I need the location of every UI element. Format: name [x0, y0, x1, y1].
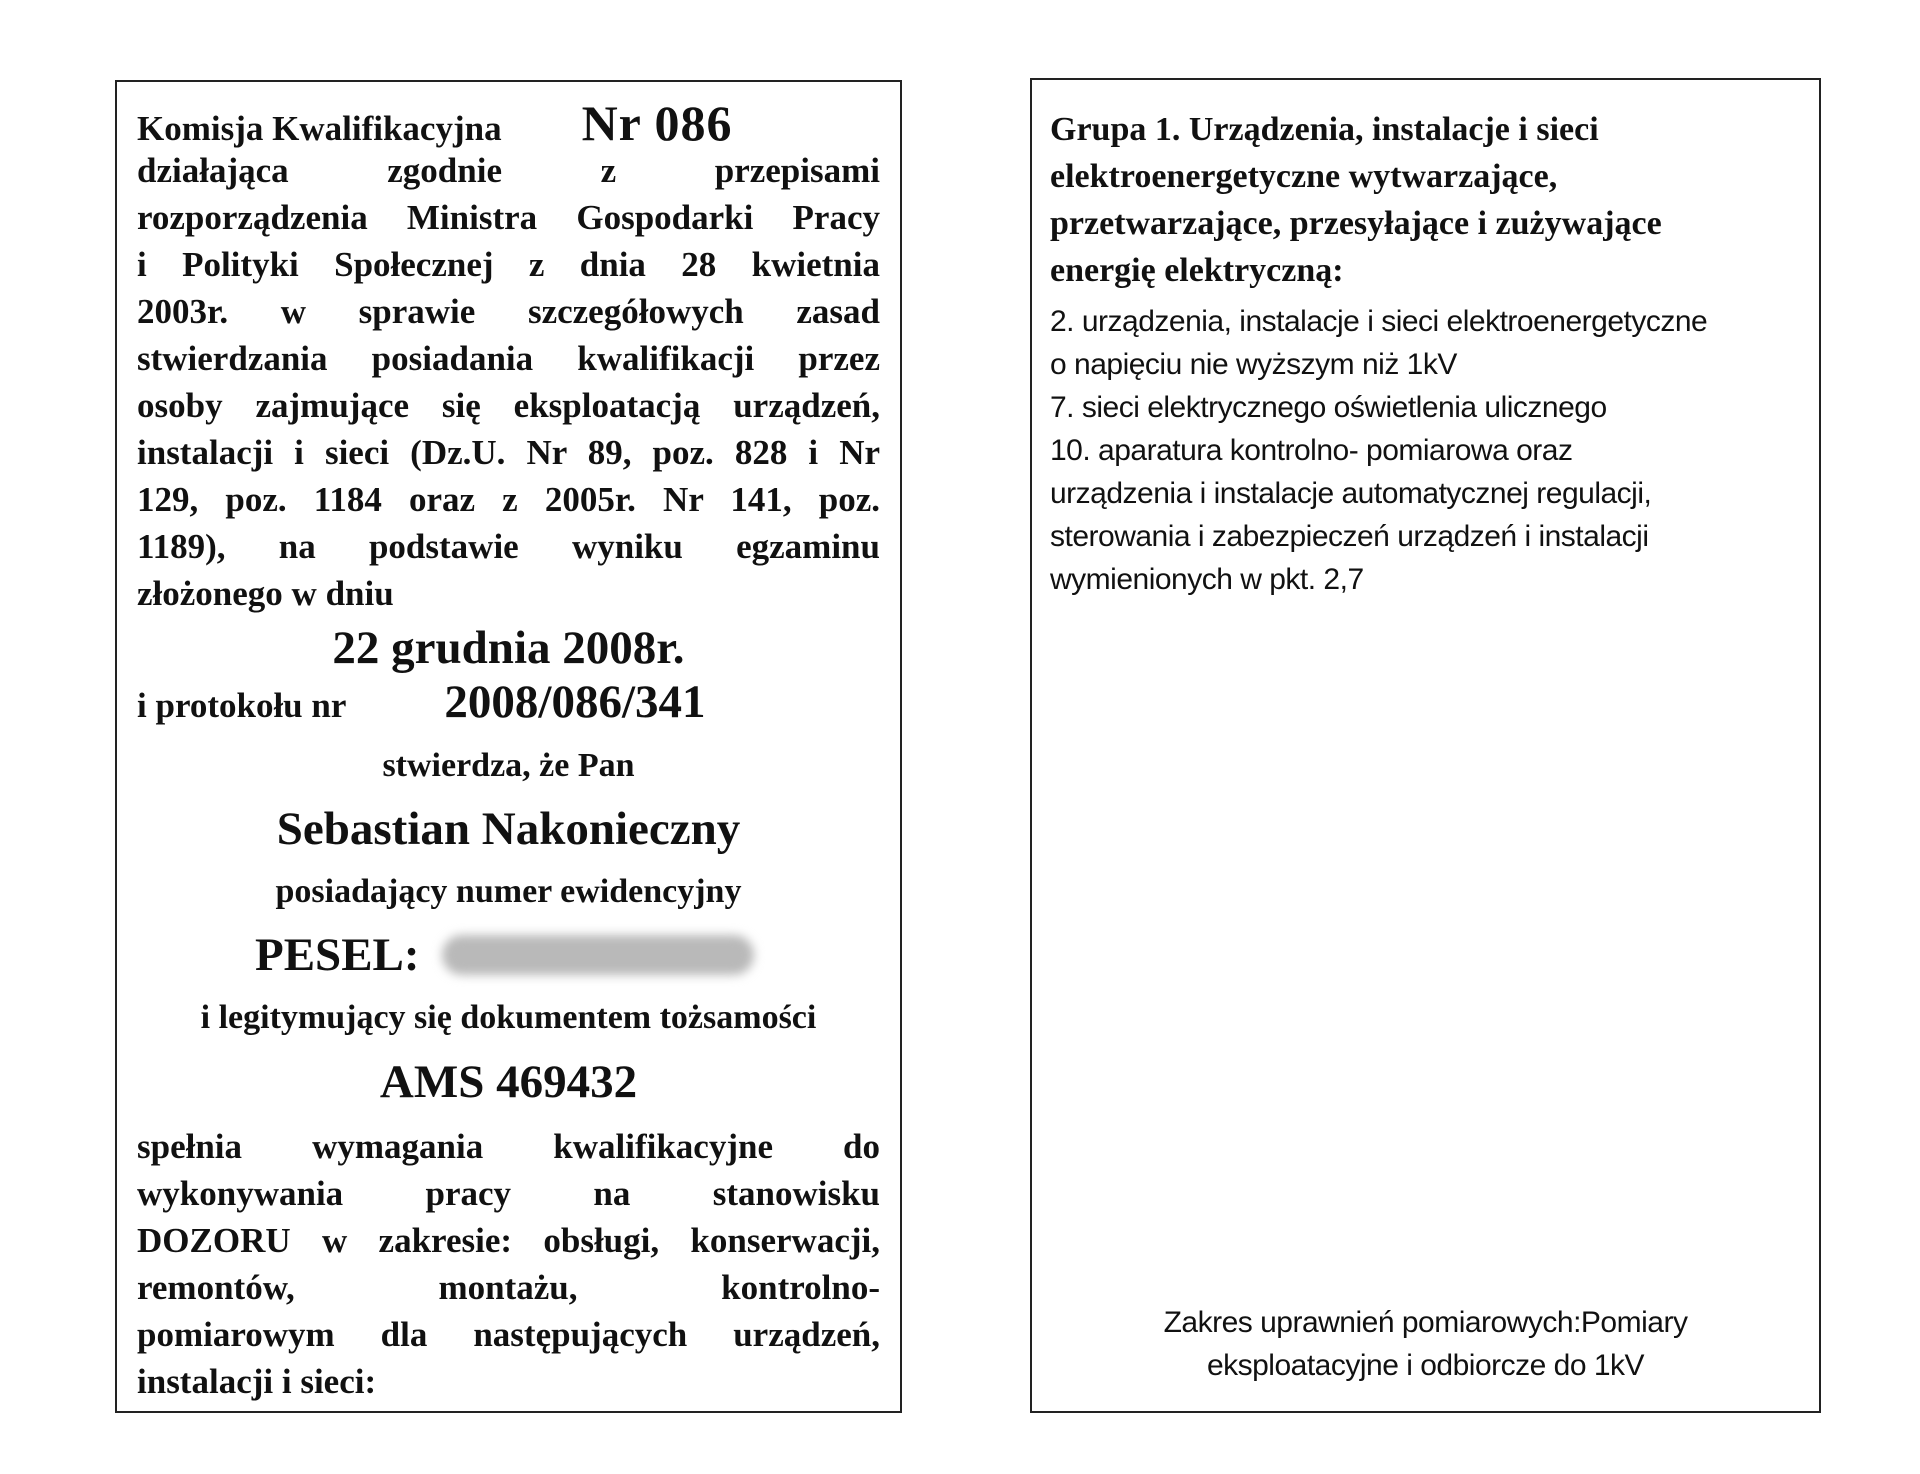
commission-header [137, 95, 880, 151]
exam-date: 22 grudnia 2008r. [332, 622, 685, 674]
qualification-item-line: wymienionych w pkt. 2,7 [1050, 563, 1364, 596]
redacted-pesel-blur [442, 935, 754, 975]
legal-basis-line: złożonego w dniu [137, 574, 394, 613]
footer-line: Zakres uprawnień pomiarowych:Pomiary [1163, 1306, 1688, 1339]
group-title [1050, 106, 1801, 294]
legal-basis-line: i Polityki Społecznej z dnia 28 kwietnia [137, 245, 880, 284]
requirements-line: wykonywania pracy na stanowisku [137, 1174, 880, 1213]
protocol-row [137, 676, 880, 737]
legal-basis-line: działająca zgodnie z przepisami [137, 151, 880, 190]
group-title-line: Grupa 1. Urządzenia, instalacje i sieci [1050, 111, 1599, 148]
id-number-label: posiadający numer ewidencyjny [275, 873, 742, 910]
legal-basis-line: instalacji i sieci (Dz.U. Nr 89, poz. 828 i Nr [137, 433, 880, 472]
certificate-left-page [115, 80, 902, 1413]
person-name: Sebastian Nakonieczny [276, 803, 741, 855]
identity-doc-number: AMS 469432 [379, 1056, 638, 1108]
qualification-item-line: 2. urządzenia, instalacje i sieci elektroenergetyczne [1050, 305, 1708, 338]
pesel-row [137, 921, 880, 989]
legal-basis-line: stwierdzania posiadania kwalifikacji przez [137, 339, 880, 378]
legal-basis-line: rozporządzenia Ministra Gospodarki Pracy [137, 198, 880, 237]
legal-basis-line: osoby zajmujące się eksploatacją urządzeń, [137, 386, 880, 425]
qualification-item-line: 7. sieci elektrycznego oświetlenia ulicznego [1050, 391, 1607, 424]
protocol-label: i protokołu nr [137, 686, 347, 725]
requirements-line: DOZORU w zakresie: obsługi, konserwacji, [137, 1221, 880, 1260]
qualification-item-line: o napięciu nie wyższym niż 1kV [1050, 348, 1457, 381]
identity-doc-label: i legitymujący się dokumentem tożsamości [200, 999, 817, 1036]
measurement-scope-footer [1032, 1301, 1819, 1387]
confirms-text: stwierdza, że Pan [382, 747, 635, 784]
pesel-label: PESEL: [255, 928, 420, 981]
qualification-item-line: urządzenia i instalacje automatycznej regulacji, [1050, 477, 1652, 510]
legal-basis-line: 129, poz. 1184 oraz z 2005r. Nr 141, poz. [137, 480, 880, 519]
group-title-line: elektroenergetyczne wytwarzające, [1050, 158, 1558, 195]
commission-number: Nr 086 [581, 95, 733, 151]
requirements-line: pomiarowym dla następujących urządzeń, [137, 1315, 880, 1354]
qualification-item-line: sterowania i zabezpieczeń urządzeń i instalacji [1050, 520, 1649, 553]
footer-line: eksploatacyjne i odbiorcze do 1kV [1206, 1349, 1645, 1382]
protocol-number: 2008/086/341 [444, 676, 706, 728]
certificate-right-page [1030, 78, 1821, 1413]
qualification-item-line: 10. aparatura kontrolno- pomiarowa oraz [1050, 434, 1573, 467]
legal-basis-line: 1189), na podstawie wyniku egzaminu [137, 527, 880, 566]
group-title-line: energię elektryczną: [1050, 252, 1344, 289]
legal-basis-line: 2003r. w sprawie szczegółowych zasad [137, 292, 880, 331]
group-title-line: przetwarzające, przesyłające i zużywające [1050, 205, 1662, 242]
requirements-line: remontów, montażu, kontrolno- [137, 1268, 880, 1307]
requirements-line: spełnia wymagania kwalifikacyjne do [137, 1127, 880, 1166]
commission-label: Komisja Kwalifikacyjna [137, 109, 502, 148]
qualification-items [1050, 300, 1801, 601]
requirements-line: instalacji i sieci: [137, 1362, 377, 1401]
